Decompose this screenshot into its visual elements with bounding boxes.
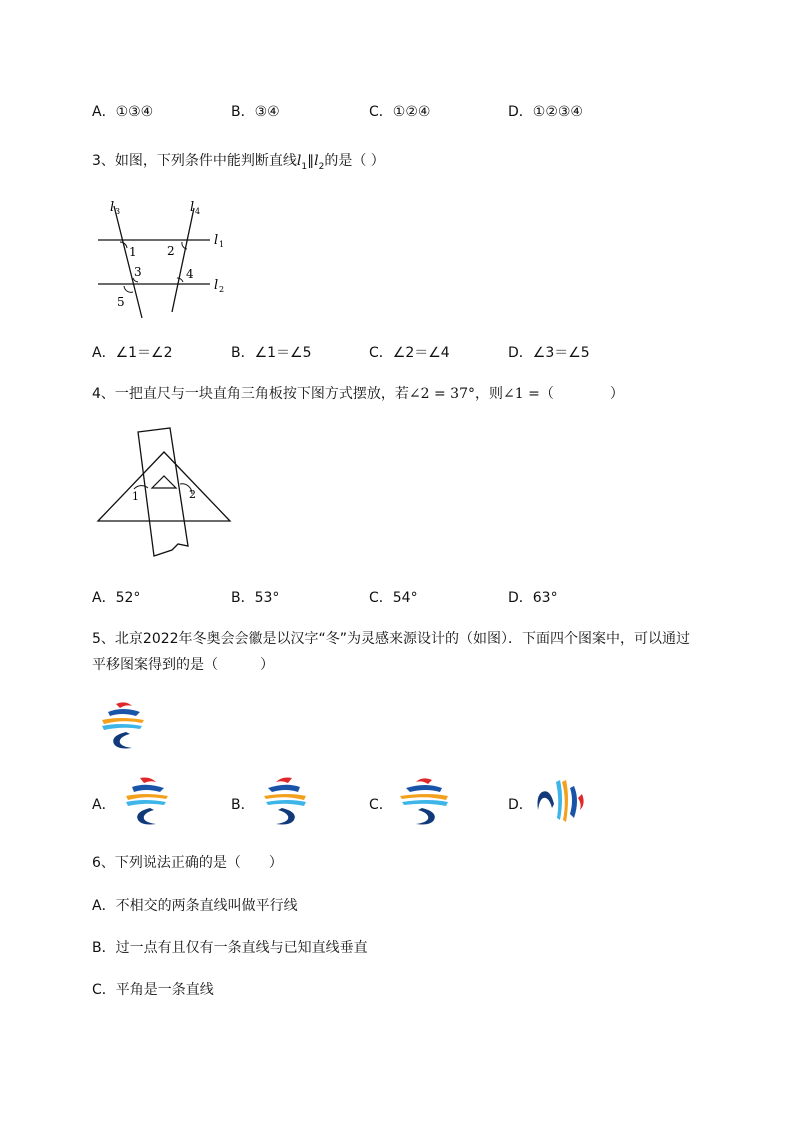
q6-option-c[interactable]: C．平角是一条直线: [92, 982, 214, 998]
angle-3-label: 3: [134, 265, 142, 279]
emblem-cyan-stroke: [402, 800, 448, 806]
emblem-blue-stroke: [570, 786, 577, 818]
q4-option-d[interactable]: D．63°: [508, 590, 558, 606]
label-l4: l: [190, 200, 195, 215]
q4-option-b[interactable]: B．53°: [231, 590, 280, 606]
emblem-orange-stroke: [102, 718, 144, 724]
emblem-navy-stroke: [137, 808, 156, 825]
q5-option-c-image[interactable]: [396, 774, 452, 830]
angle-1-label: 1: [132, 490, 139, 503]
emblem-red-stroke: [578, 794, 584, 810]
label-l3: l: [110, 200, 115, 215]
q5-option-a[interactable]: A．: [92, 797, 116, 813]
ruler: [138, 428, 188, 556]
q3-parallel-lines-figure: [90, 196, 240, 324]
q2-option-c[interactable]: C．①②④: [369, 104, 431, 120]
emblem-orange-stroke: [562, 780, 568, 822]
q3-stem-suffix: 的是（ ）: [324, 153, 385, 169]
q5-option-c[interactable]: C．: [369, 797, 393, 813]
emblem-cyan-stroke: [126, 800, 166, 806]
q3-sub2: 2: [318, 161, 325, 172]
q6-stem: 6、下列说法正确的是（ ）: [92, 855, 283, 871]
q3-stem: [92, 150, 385, 172]
emblem-orange-stroke: [264, 794, 306, 800]
q4-option-a[interactable]: A．52°: [92, 590, 141, 606]
q3-parallel-symbol: ∥: [307, 153, 315, 169]
label-l4-sub: 4: [195, 207, 201, 216]
angle-4-label: 4: [186, 267, 194, 281]
emblem-blue-stroke: [132, 785, 164, 792]
label-l1: l: [214, 233, 219, 248]
emblem-red-stroke: [140, 778, 156, 784]
emblem-cyan-stroke: [102, 724, 142, 730]
emblem-navy-stroke: [416, 808, 435, 825]
q4-ruler-triangle-figure: [94, 426, 236, 560]
angle-1-label: 1: [129, 245, 137, 259]
q4-stem: [92, 383, 624, 403]
winter-olympics-emblem-image: [96, 698, 152, 754]
q4-stem-mid: ，则: [475, 386, 503, 402]
q3-line-l1: l: [296, 153, 302, 169]
q5-option-d-image[interactable]: [532, 774, 588, 830]
emblem-cyan-stroke: [556, 780, 562, 820]
q2-option-d[interactable]: D．①②③④: [508, 104, 583, 120]
line-l4: [172, 208, 194, 312]
label-l1-sub: 1: [219, 240, 225, 249]
q4-stem-suffix: （ ）: [539, 386, 624, 402]
q3-option-d[interactable]: D．∠3＝∠5: [508, 345, 590, 361]
q3-option-c[interactable]: C．∠2＝∠4: [369, 345, 450, 361]
q4-option-c[interactable]: C．54°: [369, 590, 418, 606]
emblem-orange-stroke: [400, 794, 448, 800]
emblem-red-stroke: [116, 702, 132, 708]
q4-given-angle: ∠2 = 37°: [408, 386, 475, 402]
emblem-cyan-stroke: [266, 800, 306, 806]
q3-sub1: 1: [301, 161, 308, 172]
emblem-red-stroke: [416, 778, 432, 784]
emblem-navy-stroke: [113, 732, 132, 749]
q3-stem-prefix: 3、如图，下列条件中能判断直线: [92, 153, 297, 169]
label-l2: l: [214, 278, 219, 293]
emblem-red-stroke: [276, 778, 292, 784]
q2-option-b[interactable]: B．③④: [231, 104, 280, 120]
angle-2-label: 2: [167, 244, 175, 258]
label-l2-sub: 2: [219, 285, 225, 294]
q5-stem-line1: 5、北京2022年冬奥会会徽是以汉字“冬”为灵感来源设计的（如图）．下面四个图案中，可以通过: [92, 631, 691, 647]
q3-option-b[interactable]: B．∠1＝∠5: [231, 345, 312, 361]
angle-5-arc: [124, 286, 133, 292]
q3-option-a[interactable]: A．∠1＝∠2: [92, 345, 173, 361]
angle-5-label: 5: [117, 295, 125, 309]
q6-option-a[interactable]: A．不相交的两条直线叫做平行线: [92, 898, 298, 914]
q5-stem-line2: 平移图案得到的是（ ）: [92, 657, 274, 673]
q5-option-b[interactable]: B．: [231, 797, 255, 813]
q3-line-l2: l: [314, 153, 319, 169]
q6-option-b[interactable]: B．过一点有且仅有一条直线与已知直线垂直: [92, 940, 368, 956]
label-l3-sub: 3: [115, 207, 121, 216]
emblem-orange-stroke: [126, 794, 168, 800]
emblem-navy-stroke: [538, 791, 555, 810]
q4-asked-angle: ∠1 =: [503, 386, 540, 402]
q5-option-a-image[interactable]: [118, 774, 174, 830]
q5-option-b-image[interactable]: [258, 774, 314, 830]
emblem-blue-stroke: [268, 785, 300, 792]
q4-stem-prefix: 4、一把直尺与一块直角三角板按下图方式摆放，若: [92, 386, 409, 402]
emblem-blue-stroke: [108, 709, 140, 716]
emblem-blue-stroke: [406, 785, 442, 792]
angle-2-label: 2: [189, 488, 196, 501]
q5-option-d[interactable]: D．: [508, 797, 533, 813]
q2-option-a[interactable]: A．①③④: [92, 104, 154, 120]
emblem-navy-stroke: [276, 808, 295, 825]
